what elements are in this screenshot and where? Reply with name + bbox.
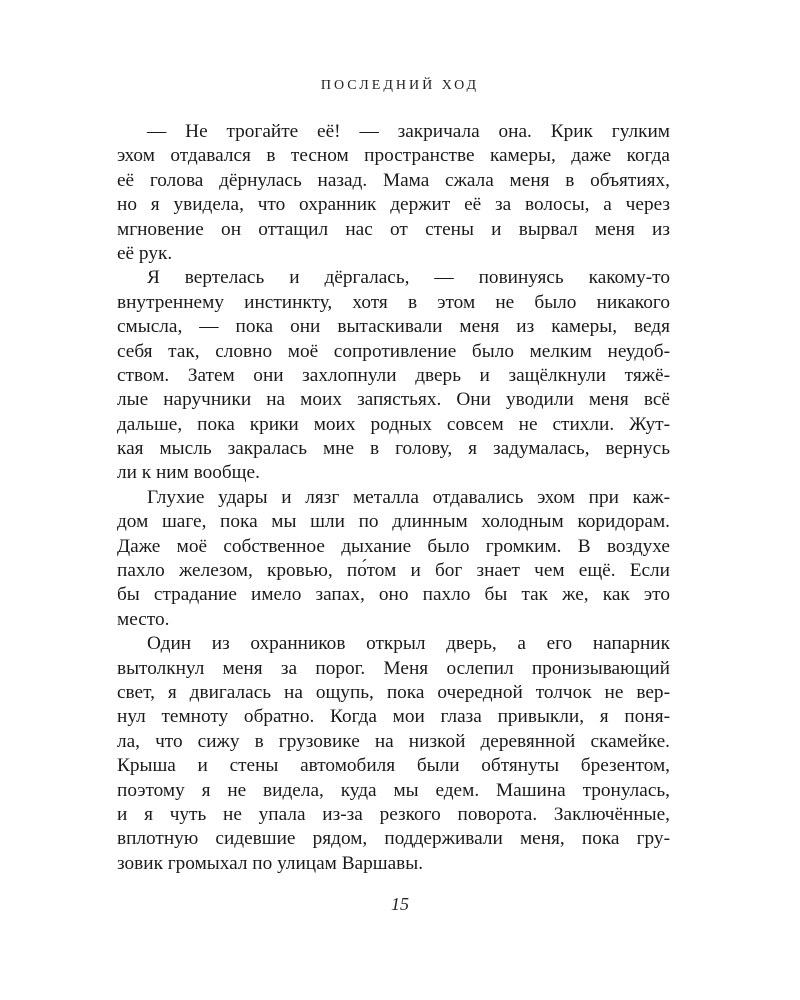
text-line: вплотную сидевшие рядом, поддерживали меня, пока гру- [117,828,670,850]
text-line: её рук. [117,242,173,264]
text-line: её голова дёрнулась назад. Мама сжала меня в объятиях, [117,169,670,191]
text-line: смысла, — пока они вытаскивали меня из камеры, ведя [117,316,670,338]
text-line: и я чуть не упала из-за резкого поворота. Заключённые, [117,803,670,825]
text-line: ством. Затем они захлопнули дверь и защёлкнули тяжё- [117,364,670,386]
text-line: внутреннему инстинкту, хотя в этом не было никакого [117,291,670,313]
text-line: Даже моё собственное дыхание было громким. В воздухе [117,535,670,557]
paragraph-4 [117,632,670,876]
text-line: мгновение он оттащил нас от стены и вырвал меня из [117,218,670,240]
text-line: зовик громыхал по улицам Варшавы. [117,852,424,874]
text-line: Крыша и стены автомобиля были обтянуты брезентом, [117,755,670,777]
paragraph-2 [117,266,670,486]
paragraph-1 [117,120,670,266]
text-line: эхом отдавался в тесном пространстве камеры, даже когда [117,145,670,167]
text-line: Я вертелась и дёргалась, — повинуясь какому-то [147,267,670,289]
text-line: лые наручники на моих запястьях. Они уводили меня всё [117,389,670,411]
text-line: свет, я двигалась на ощупь, пока очередной толчок не вер- [117,681,670,703]
text-line: нул темноту обратно. Когда мои глаза привыкли, я поня- [117,706,670,728]
text-line: ла, что сижу в грузовике на низкой деревянной скамейке. [117,730,670,752]
text-line: вытолкнул меня за порог. Меня ослепил пронизывающий [117,657,670,679]
text-line: кая мысль закралась мне в голову, я задумалась, вернусь [117,438,670,460]
page-number: 15 [391,894,409,914]
text-line: Один из охранников открыл дверь, а его напарник [147,633,670,655]
body-text [117,120,670,876]
text-line: себя так, словно моё сопротивление было мелким неудоб- [117,340,670,362]
text-line: — Не трогайте её! — закричала она. Крик гулким [147,121,670,142]
text-line: бы страдание имело запах, оно пахло бы так же, как это [117,584,670,606]
text-line: ли к ним вообще. [117,462,260,484]
text-line: поэтому я не видела, куда мы едем. Машина тронулась, [117,779,670,801]
text-line: место. [117,608,170,630]
text-line: дом шаге, пока мы шли по длинным холодным коридорам. [117,511,670,533]
paragraph-3 [117,486,670,632]
text-line: дальше, пока крики моих родных совсем не стихли. Жут- [117,413,670,435]
running-head: ПОСЛЕДНИЙ ХОД [320,78,480,93]
text-line: Глухие удары и лязг металла отдавались эхом при каж- [147,486,670,508]
text-line: но я увидела, что охранник держит её за волосы, а через [117,194,670,216]
text-line: пахло железом, кровью, по́том и бог знает чем ещё. Если [117,560,670,582]
